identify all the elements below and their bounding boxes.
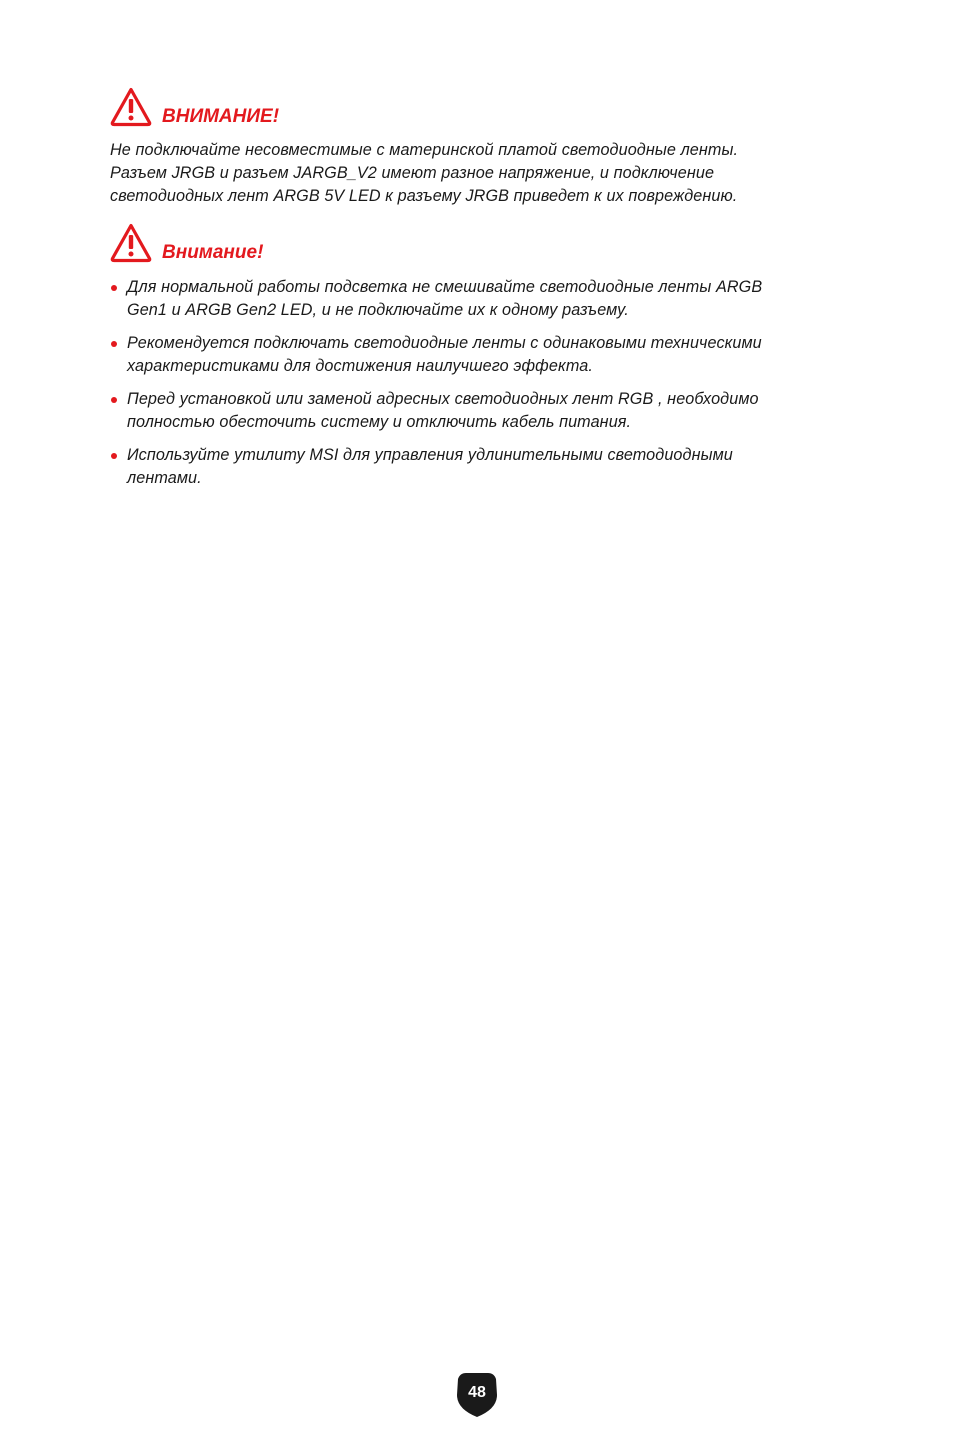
warning-triangle-icon [110, 222, 152, 264]
list-item-line: Для нормальной работы подсветка не смешивайте светодиодные ленты ARGB [127, 278, 763, 296]
notice-title: Внимание! [162, 242, 264, 263]
list-item-line: Перед установкой или заменой адресных светодиодных лент RGB , необходимо [127, 390, 759, 408]
list-item [110, 444, 840, 490]
list-item [110, 276, 840, 322]
bullet-dot-icon [111, 453, 117, 459]
notice-line: Не подключайте несовместимые с материнской платой светодиодные ленты. [110, 141, 739, 159]
bullet-dot-icon [111, 341, 117, 347]
list-item [110, 388, 840, 434]
list-item-line: характеристиками для достижения наилучшего эффекта. [127, 357, 594, 375]
list-item-line: лентами. [127, 469, 202, 487]
warning-notice-primary [110, 86, 840, 208]
bullet-dot-icon [111, 285, 117, 291]
notice-line: Разъем JRGB и разъем JARGB_V2 имеют разное напряжение, и подключение [110, 164, 715, 182]
notice-bullet-list [110, 276, 840, 490]
list-item-line: Рекомендуется подключать светодиодные ленты с одинаковыми техническими [127, 334, 762, 352]
notice-heading [110, 86, 840, 128]
notice-heading [110, 222, 840, 264]
list-item-line: Gen1 и ARGB Gen2 LED, и не подключайте их к одному разъему. [127, 301, 629, 319]
notice-line: светодиодных лент ARGB 5V LED к разъему JRGB приведет к их повреждению. [110, 187, 738, 205]
notice-body [110, 139, 840, 208]
warning-notice-secondary [110, 222, 840, 500]
list-item-line: Используйте утилиту MSI для управления удлинительными светодиодными [127, 446, 733, 464]
bullet-dot-icon [111, 397, 117, 403]
warning-triangle-icon [110, 86, 152, 128]
page-number-badge [456, 1371, 498, 1419]
notice-title: ВНИМАНИЕ! [162, 106, 280, 127]
list-item [110, 332, 840, 378]
page-number: 48 [468, 1384, 486, 1401]
list-item-line: полностью обесточить систему и отключить кабель питания. [127, 413, 632, 431]
